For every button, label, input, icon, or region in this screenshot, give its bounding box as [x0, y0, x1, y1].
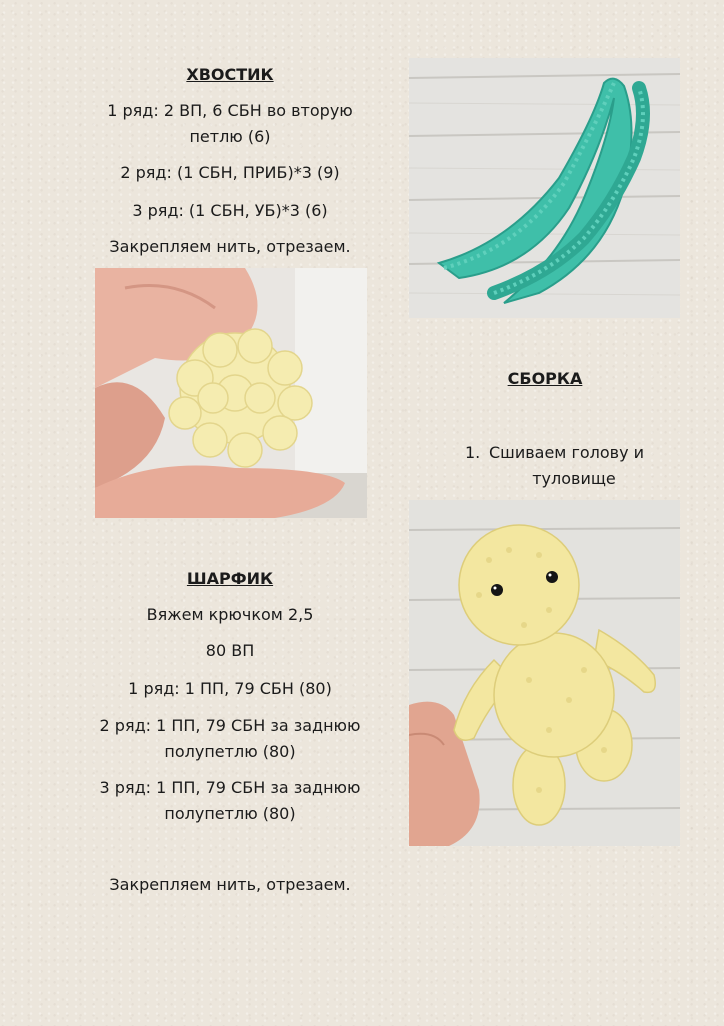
- assembly-photo: [409, 500, 680, 846]
- scarf-row2-line2: полупетлю (80): [164, 742, 296, 761]
- scarf-row3-line1: 3 ряд: 1 ПП, 79 СБН за заднюю: [99, 778, 361, 797]
- assembly-title: СБОРКА: [507, 369, 583, 388]
- tail-row1-line1: 1 ряд: 2 ВП, 6 СБН во вторую: [107, 101, 353, 120]
- tail-row1-line2: петлю (6): [189, 127, 271, 146]
- assembly-step1-line2: туловище: [532, 469, 616, 488]
- scarf-photo: [409, 58, 680, 318]
- scarf-finish: Закрепляем нить, отрезаем.: [109, 875, 351, 894]
- tail-finish: Закрепляем нить, отрезаем.: [109, 237, 351, 256]
- assembly-step1-number: 1.: [465, 443, 481, 462]
- tail-title: ХВОСТИК: [186, 65, 274, 84]
- scarf-row3-line2: полупетлю (80): [164, 804, 296, 823]
- pompom-photo: [95, 268, 367, 518]
- scarf-row2-line1: 2 ряд: 1 ПП, 79 СБН за заднюю: [99, 716, 361, 735]
- scarf-row1: 1 ряд: 1 ПП, 79 СБН (80): [128, 679, 332, 698]
- scarf-chain: 80 ВП: [205, 641, 255, 660]
- tail-row3: 3 ряд: (1 СБН, УБ)*3 (6): [132, 201, 328, 220]
- assembly-step1-line1: Сшиваем голову и: [489, 443, 645, 462]
- tail-row2: 2 ряд: (1 СБН, ПРИБ)*3 (9): [120, 163, 340, 182]
- scarf-hook: Вяжем крючком 2,5: [146, 605, 314, 624]
- scarf-title: ШАРФИК: [186, 569, 274, 588]
